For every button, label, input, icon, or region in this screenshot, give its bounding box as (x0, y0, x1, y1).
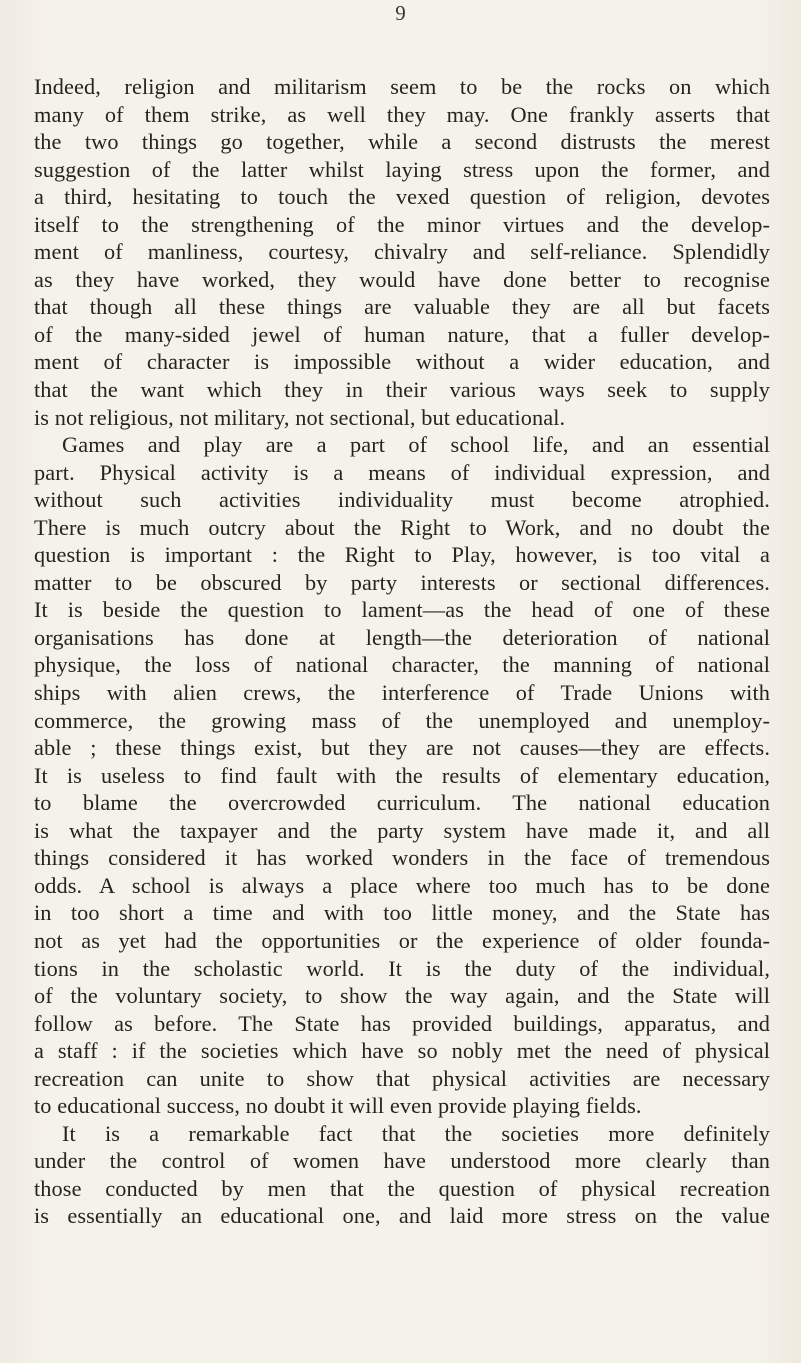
text-line: is not religious, not military, not sectional, but educational. (34, 404, 566, 430)
text-line: follow as before. The State has provided buildings, apparatus, and (34, 1010, 770, 1036)
text-line: suggestion of the latter whilst laying stress upon the former, and (34, 156, 770, 182)
text-line: recreation can unite to show that physical activities are necessary (34, 1065, 770, 1091)
page-number: 9 (395, 1, 406, 25)
text-line: part. Physical activity is a means of individual expression, and (34, 459, 770, 485)
text-line: tions in the scholastic world. It is the duty of the individual, (34, 955, 770, 981)
text-line: of the many-sided jewel of human nature, that a fuller develop- (34, 321, 770, 347)
text-line: is essentially an educational one, and laid more stress on the value (34, 1203, 770, 1229)
text-line: There is much outcry about the Right to Work, and no doubt the (34, 514, 770, 540)
text-line: It is beside the question to lament—as the head of one of these (34, 597, 770, 623)
paragraph-start-line: It is a remarkable fact that the societies more definitely (62, 1120, 770, 1146)
text-line: physique, the loss of national character, the manning of national (34, 652, 770, 678)
text-line: under the control of women have understood more clearly than (34, 1148, 770, 1174)
text-line: odds. A school is always a place where too much has to be done (34, 872, 770, 898)
text-line: able ; these things exist, but they are not causes—they are effects. (34, 735, 770, 761)
text-line: that though all these things are valuable they are all but facets (34, 294, 770, 320)
text-line: ment of manliness, courtesy, chivalry and self-reliance. Splendidly (34, 239, 770, 265)
text-line: not as yet had the opportunities or the experience of older founda- (34, 927, 770, 953)
text-line: question is important : the Right to Play, however, is too vital a (34, 542, 770, 568)
text-line: matter to be obscured by party interests or sectional differences. (34, 569, 770, 595)
text-line: a staff : if the societies which have so nobly met the need of physical (34, 1038, 770, 1064)
text-line: without such activities individuality must become atrophied. (34, 487, 770, 513)
text-line: that the want which they in their various ways seek to supply (34, 377, 770, 403)
text-line: commerce, the growing mass of the unemployed and unemploy- (34, 707, 770, 733)
text-line: the two things go together, while a second distrusts the merest (34, 129, 770, 155)
text-line: a third, hesitating to touch the vexed question of religion, devotes (34, 184, 770, 210)
text-line: organisations has done at length—the deterioration of national (34, 624, 770, 650)
text-line: as they have worked, they would have done better to recognise (34, 266, 770, 292)
text-line: in too short a time and with too little money, and the State has (34, 900, 770, 926)
text-line: those conducted by men that the question of physical recreation (34, 1175, 770, 1201)
text-line: to blame the overcrowded curriculum. The national education (34, 790, 770, 816)
text-line: Indeed, religion and militarism seem to be the rocks on which (34, 74, 770, 99)
text-line: ment of character is impossible without a wider education, and (34, 349, 770, 375)
text-line: many of them strike, as well they may. One frankly asserts that (34, 101, 770, 127)
text-line: It is useless to find fault with the results of elementary education, (34, 762, 770, 788)
body-text (34, 73, 770, 1230)
text-line: things considered it has worked wonders in the face of tremendous (34, 845, 770, 871)
text-line: to educational success, no doubt it will even provide playing fields. (34, 1093, 642, 1119)
text-line: ships with alien crews, the interference of Trade Unions with (34, 680, 770, 706)
text-line: of the voluntary society, to show the way again, and the State will (34, 983, 770, 1009)
text-line: is what the taxpayer and the party system have made it, and all (34, 817, 770, 843)
paragraph-start-line: Games and play are a part of school life, and an essential (62, 432, 770, 458)
text-line: itself to the strengthening of the minor virtues and the develop- (34, 211, 770, 237)
